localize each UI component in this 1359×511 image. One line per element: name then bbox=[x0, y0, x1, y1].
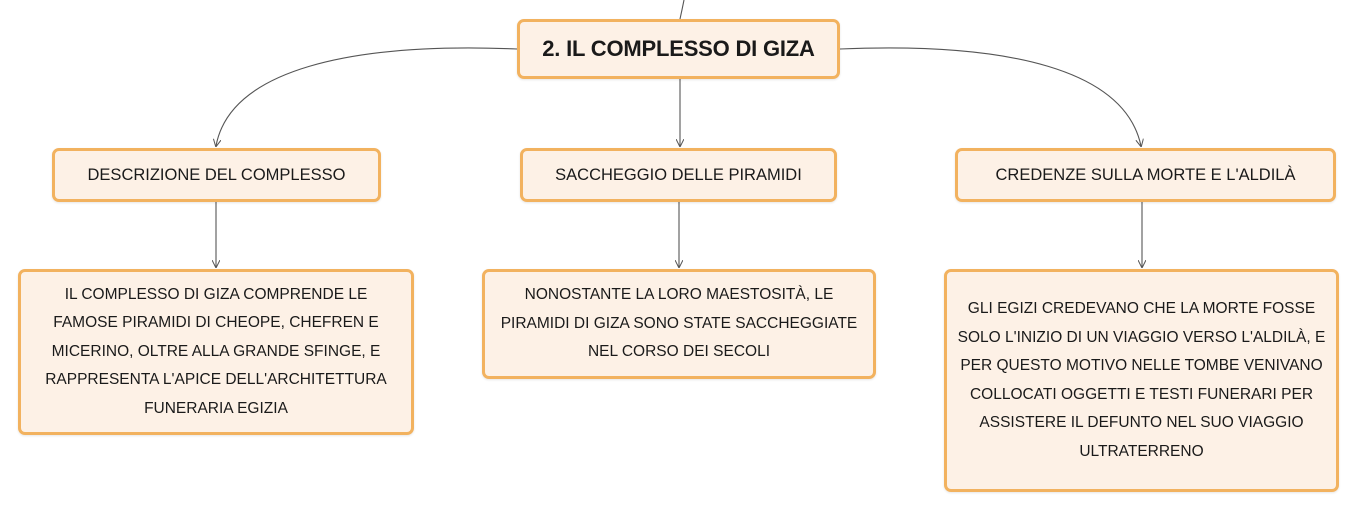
topic-node-saccheggio[interactable] bbox=[520, 148, 837, 202]
topic-node-descrizione[interactable] bbox=[52, 148, 381, 202]
detail-node-text: NONOSTANTE LA LORO MAESTOSITÀ, LE PIRAMIDI DI GIZA SONO STATE SACCHEGGIATE NEL CORSO DEI SECOLI bbox=[500, 286, 858, 361]
connector-root-to-credenze bbox=[840, 48, 1141, 146]
connector-incoming bbox=[680, 0, 684, 19]
connector-root-to-descrizione bbox=[216, 48, 517, 146]
detail-node-text: IL COMPLESSO DI GIZA COMPRENDE LE FAMOSE PIRAMIDI DI CHEOPE, CHEFREN E MICERINO, OLTRE ALLA GRANDE SFINGE, E RAPPRESENTA L'APICE DELL'ARCHITETTURA FUNERARIA EGIZIA bbox=[45, 285, 387, 417]
root-node-label: 2. IL COMPLESSO DI GIZA bbox=[542, 36, 815, 61]
detail-node-saccheggio[interactable] bbox=[482, 269, 876, 379]
topic-node-label: DESCRIZIONE DEL COMPLESSO bbox=[87, 165, 346, 184]
topic-node-credenze[interactable] bbox=[955, 148, 1336, 202]
topic-node-label: SACCHEGGIO DELLE PIRAMIDI bbox=[555, 165, 802, 184]
detail-node-text: GLI EGIZI CREDEVANO CHE LA MORTE FOSSE SOLO L'INIZIO DI UN VIAGGIO VERSO L'ALDILÀ, E PER QUESTO MOTIVO NELLE TOMBE VENIVANO COLLOCATI OGGETTI E TESTI FUNERARI PER ASSISTERE IL DEFUNTO NEL SUO VIAGGIO ULTRATERRENO bbox=[957, 300, 1326, 460]
detail-node-descrizione[interactable] bbox=[18, 269, 414, 435]
detail-node-credenze[interactable] bbox=[944, 269, 1339, 492]
root-node[interactable] bbox=[517, 19, 840, 79]
topic-node-label: CREDENZE SULLA MORTE E L'ALDILÀ bbox=[995, 165, 1296, 184]
